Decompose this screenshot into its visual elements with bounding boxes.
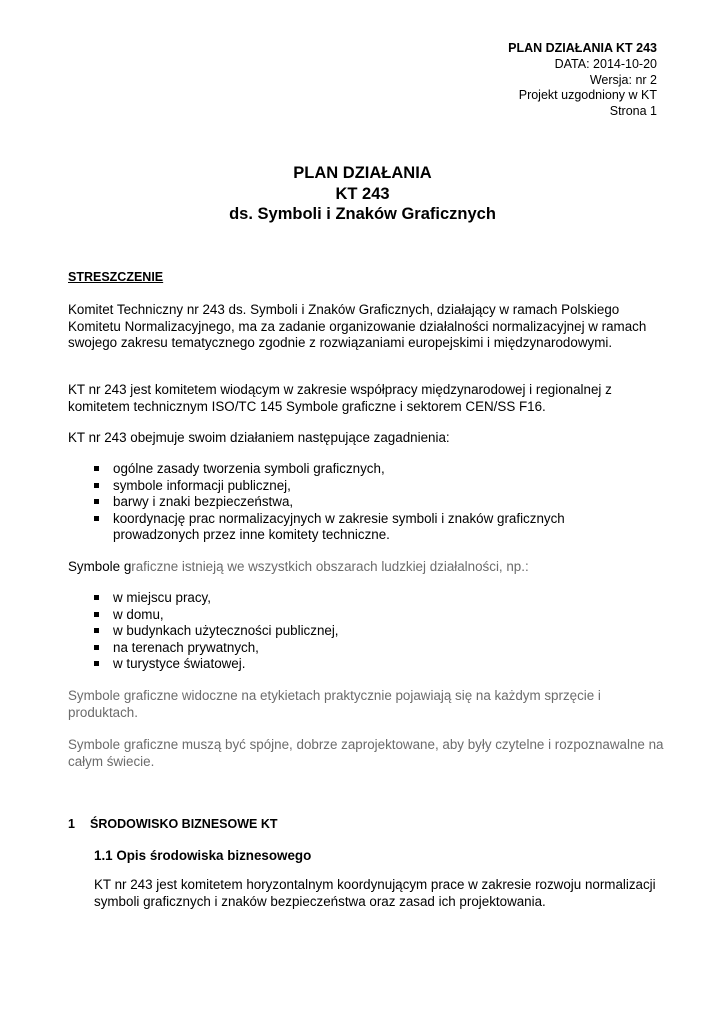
list-item: w miejscu pracy, (68, 590, 628, 607)
title-line-2: KT 243 (335, 184, 390, 203)
list-item: w budynkach użyteczności publicznej, (68, 623, 628, 640)
list-item: na terenach prywatnych, (68, 640, 628, 657)
header-date: DATA: 2014-10-20 (554, 56, 657, 71)
summary-paragraph-2: KT nr 243 jest komitetem wiodącym w zakresie współpracy międzynarodowej i regionalnej z komitetem technicznym ISO/TC 145 Symbole graficzne i sektorem CEN/SS F16. (68, 382, 612, 414)
bullet-icon (94, 612, 99, 617)
paragraph-4-rest: raficzne istnieją we wszystkich obszarach ludzkiej działalności, np.: (131, 559, 529, 574)
bullet-icon (94, 661, 99, 666)
title-line-3: ds. Symboli i Znaków Graficznych (229, 205, 496, 223)
subsection-1-1-heading: 1.1 Opis środowiska biznesowego (94, 848, 312, 863)
document-title (0, 163, 725, 225)
summary-paragraph-4 (68, 559, 668, 576)
header-page-number: Strona 1 (609, 104, 657, 119)
paragraph-4-start: Symbole g (68, 559, 132, 574)
title-line-1: PLAN DZIAŁANIA (293, 164, 432, 182)
bullet-icon (94, 628, 99, 633)
list-item: w turystyce światowej. (68, 656, 628, 673)
list-item: koordynację prac normalizacyjnych w zakresie symboli i znaków graficznych prowadzonych przez inne komitety techniczne. (68, 511, 628, 544)
list-item: w domu, (68, 607, 628, 624)
subsection-1-1-paragraph: KT nr 243 jest komitetem horyzontalnym koordynującym prace w zakresie rozwoju normalizacji symboli graficznych i znaków bezpieczeństwa oraz zasad ich projektowania. (94, 877, 656, 909)
bullet-icon (94, 483, 99, 488)
list-item: ogólne zasady tworzenia symboli graficznych, (68, 461, 628, 478)
bullet-icon (94, 516, 99, 521)
bullet-icon (94, 595, 99, 600)
list-item: barwy i znaki bezpieczeństwa, (68, 494, 628, 511)
list-item: symbole informacji publicznej, (68, 478, 628, 495)
document-header (508, 41, 657, 120)
header-status: Projekt uzgodniony w KT (518, 88, 657, 103)
summary-heading: STRESZCZENIE (68, 270, 164, 284)
summary-paragraph-6: Symbole graficzne muszą być spójne, dobrze zaprojektowane, aby były czytelne i rozpoznawalne na całym świecie. (68, 737, 664, 769)
header-version: Wersja: nr 2 (589, 72, 657, 87)
bullet-icon (94, 499, 99, 504)
header-title: PLAN DZIAŁANIA KT 243 (508, 41, 657, 55)
summary-paragraph-3: KT nr 243 obejmuje swoim działaniem następujące zagadnienia: (68, 430, 450, 445)
section-title: ŚRODOWISKO BIZNESOWE KT (90, 817, 278, 831)
section-number: 1 (68, 817, 75, 831)
topics-list (68, 461, 628, 544)
summary-paragraph-5: Symbole graficzne widoczne na etykietach praktycznie pojawiają się na każdym sprzęcie i produktach. (68, 688, 601, 720)
areas-list (68, 590, 628, 673)
bullet-icon (94, 466, 99, 471)
section-1-heading (68, 817, 278, 831)
summary-paragraph-1: Komitet Techniczny nr 243 ds. Symboli i Znaków Graficznych, działający w ramach Polskiego Komitetu Normalizacyjnego, ma za zadanie organizowanie działalności normalizacyjnej w ramach swojego zakresu tematycznego zgodnie z rozwiązaniami europejskimi i międzynarodowymi. (68, 302, 647, 351)
bullet-icon (94, 645, 99, 650)
